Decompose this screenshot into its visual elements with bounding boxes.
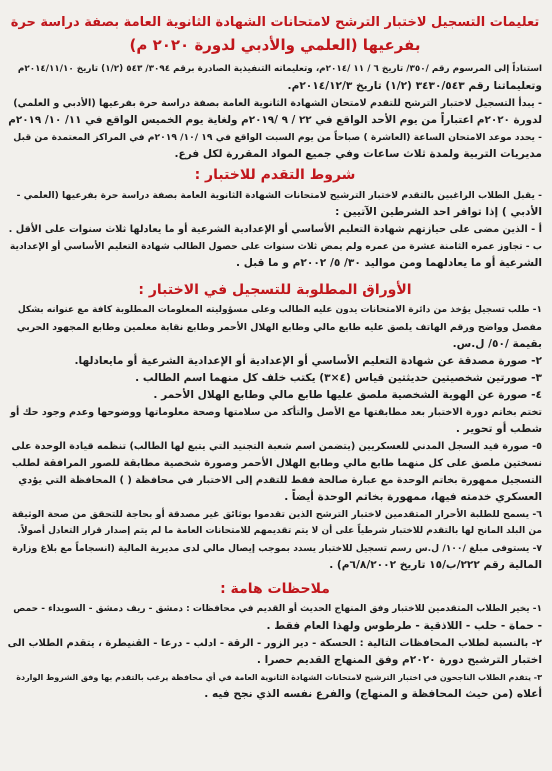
condition-line: الشرعية أو ما يعادلهما ومن مواليد ٣٠/ ٥/ ٢٠٠٢م و ما قبل . — [236, 257, 542, 269]
intro-line: - يحدد موعد الامتحان الساعة (العاشرة ) صباحاً من يوم السبت الواقع في ١٩ /١٠/ ٢٠١٩م في المراكز المعتمدة من قبل — [13, 132, 542, 143]
note-line: ١- يخير الطلاب المتقدمين للاختبار وفق المنهاج الحديث أو القديم في محافظات : دمشق - ريف دمشق - السويداء - حمص — [13, 604, 542, 614]
document-line: ٥- صورة قيد السجل المدني للعسكريين (يتضمن اسم شعبة التجنيد التي يتبع لها الطالب) تنظمه قيادة الوحدة على — [11, 441, 542, 452]
document-line: نسختين ملصق على كل منهما طابع مالي وطابع الهلال الأحمر وصورة شخصية مطابقة للصور المرافقة لطلب — [11, 458, 542, 469]
notes-section — [8, 601, 542, 703]
condition-line: أ - الذين مضى على حيازتهم شهادة التعليم الأساسي أو الإعدادية الشرعية أو ما يعادلها ثلاث سنوات على الأقل . — [8, 224, 542, 235]
document-title — [8, 12, 542, 56]
note-line: - حماة - حلب - اللاذقية - طرطوس ولهذا العام فقط . — [266, 620, 542, 632]
note-line: ٢- بالنسبة لطلاب المحافظات التالية : الحسكة - دير الزور - الرقة - ادلب - درعا - القنيطرة ، يتقدم الطلاب الى — [7, 638, 542, 649]
document-line: المالية رقم ٢٢٢/ب/١٥ تاريخ ٦/٨/٢٠٠٢م) . — [329, 559, 542, 571]
document-line: ٢- صورة مصدقة عن شهادة التعليم الأساسي أو الإعدادية أو الإعدادية الشرعية أو مايعادلها. — [74, 355, 542, 367]
document-line: مفصل وواضح ورقم الهاتف يلصق عليه طابع مالي وطابع الهلال الأحمر وطابع نقابة معلمين وطابع المجهود الحربي — [16, 322, 542, 333]
document-line: تختم بخاتم دورة الاختبار بعد مطابقتها مع الأصل والتأكد من سلامتها وصحة معلوماتها ووضوحها وعدم وجود حك أو — [10, 407, 542, 418]
condition-line: الأدبي ) إذا توافر احد الشرطين الآتيين : — [335, 206, 542, 218]
note-line: ٣- يتقدم الطلاب الناجحون في اختبار الترشيح لامتحانات الشهادة الثانوية العامة في أي محافظة يرغب بالتقدم بها وفق الشروط الواردة — [16, 673, 542, 682]
intro-line: لدورة ٢٠٢٠م اعتباراً من يوم الأحد الواقع في ٢٢ / ٩ /٢٠١٩م ولغاية يوم الخميس الواقع في ١١/ ١٠/ ٢٠١٩م — [8, 114, 542, 126]
conditions-section — [8, 187, 542, 272]
documents-section — [8, 302, 542, 574]
document-line: ٦- يسمح للطلبة الأحرار المتقدمين لاختبار الترشح الذين تقدموا بوثائق غير مصدقة أو بحاجة للتحقق من صحة الوثيقة — [11, 509, 542, 520]
document-line: من البلد المانح لها بالتقدم للاختبار شرطياً على أن لا يتم تقديمهم للامتحانات العامة ما لم يتم إصدار قرار التعادل أصولاً. — [17, 526, 542, 536]
document-line: شطب أو تحوير . — [455, 423, 542, 435]
notes-heading: ملاحظات هامة : — [220, 581, 330, 597]
document-line: ١- طلب تسجيل يؤخذ من دائرة الامتحانات يدون عليه الطالب وعلى مسؤوليته المعلومات المطلوبة كافة مع عنوانه بشكل — [17, 305, 542, 315]
document-line: ٧- يستوفى مبلغ /١٠٠/ ل.س رسم تسجيل للاختبار يسدد بموجب إيصال مالي لدى مديرية المالية (انسجاماً مع بلاغ وزارة — [12, 543, 542, 554]
title-line-2: بفرعيها (العلمي والأدبي لدورة ٢٠٢٠ م) — [129, 36, 421, 54]
document-line: ٤- صورة عن الهوية الشخصية ملصق عليها طابع مالي وطابع الهلال الأحمر . — [153, 389, 542, 401]
intro-line: وتعليماتنا رقم ٣٤٣٠/٥٤٣ (١/٢) تاريخ ٢٠١٤/١٢/٣م. — [287, 80, 542, 92]
note-line: أعلاه (من حيث المحافظة و المنهاج) والفرع نفسه الذي نجح فيه . — [204, 688, 542, 700]
document-line: التسجيل ممهورة بخاتم الوحدة مع عبارة صالحة فقط للتقدم إلى الاختبار في محافظة ( ) المحافظة التي يؤدي — [18, 475, 542, 486]
documents-heading: الأوراق المطلوبة للتسجيل في الاختبار : — [138, 282, 412, 298]
intro-line: استناداً إلى المرسوم رقم /٣٥٠/ تاريخ ٦ / ١١ /٢٠١٤م، وتعليماته التنفيذية الصادرة برقم ٣٠٩٤/ ٥٤٣ (١/٢) تاريخ ٢٠١٤/١١/١٠م — [17, 64, 542, 74]
document-line: بقيمة /٥٠/ ل.س. — [452, 338, 542, 350]
condition-line: - يقبل الطلاب الراغبين بالتقدم لاختبار الترشيح لامتحانات الشهادة الثانوية العامة بصفة دراسة حرة بفرعيها (العلمي - — [16, 190, 542, 201]
conditions-heading: شروط التقدم للاختبار : — [194, 167, 356, 183]
note-line: اختبار الترشيح دورة ٢٠٢٠م وفق المنهاج القديم حصرا . — [256, 654, 542, 666]
intro-section — [8, 61, 542, 163]
title-line-1: تعليمات التسجيل لاختبار الترشح لامتحانات الشهادة الثانوية العامة بصفة دراسة حرة — [10, 15, 540, 30]
document-line: ٣- صورتين شخصيتين حديثتين قياس (٤×٣) يكتب خلف كل منهما اسم الطالب . — [135, 372, 542, 384]
intro-line: مديريات التربية ولمدة ثلاث ساعات وفي جميع المواد المقررة لكل فرع. — [174, 148, 542, 160]
condition-line: ب - تجاوز عمره الثامنة عشرة من عمره ولم يمض ثلاث سنوات على حصول الطالب شهادة التعليم الأساسي أو الإعدادية — [9, 241, 542, 252]
document-line: العسكري خدمته فيها، ممهورة بخاتم الوحدة أيضاً . — [284, 491, 542, 503]
intro-line: - يبدأ التسجيل لاختبار الترشح للتقدم لامتحان الشهادة الثانوية العامة بصفة دراسة حرة بفرعيها (الأدبي و العلمي) — [13, 98, 542, 109]
